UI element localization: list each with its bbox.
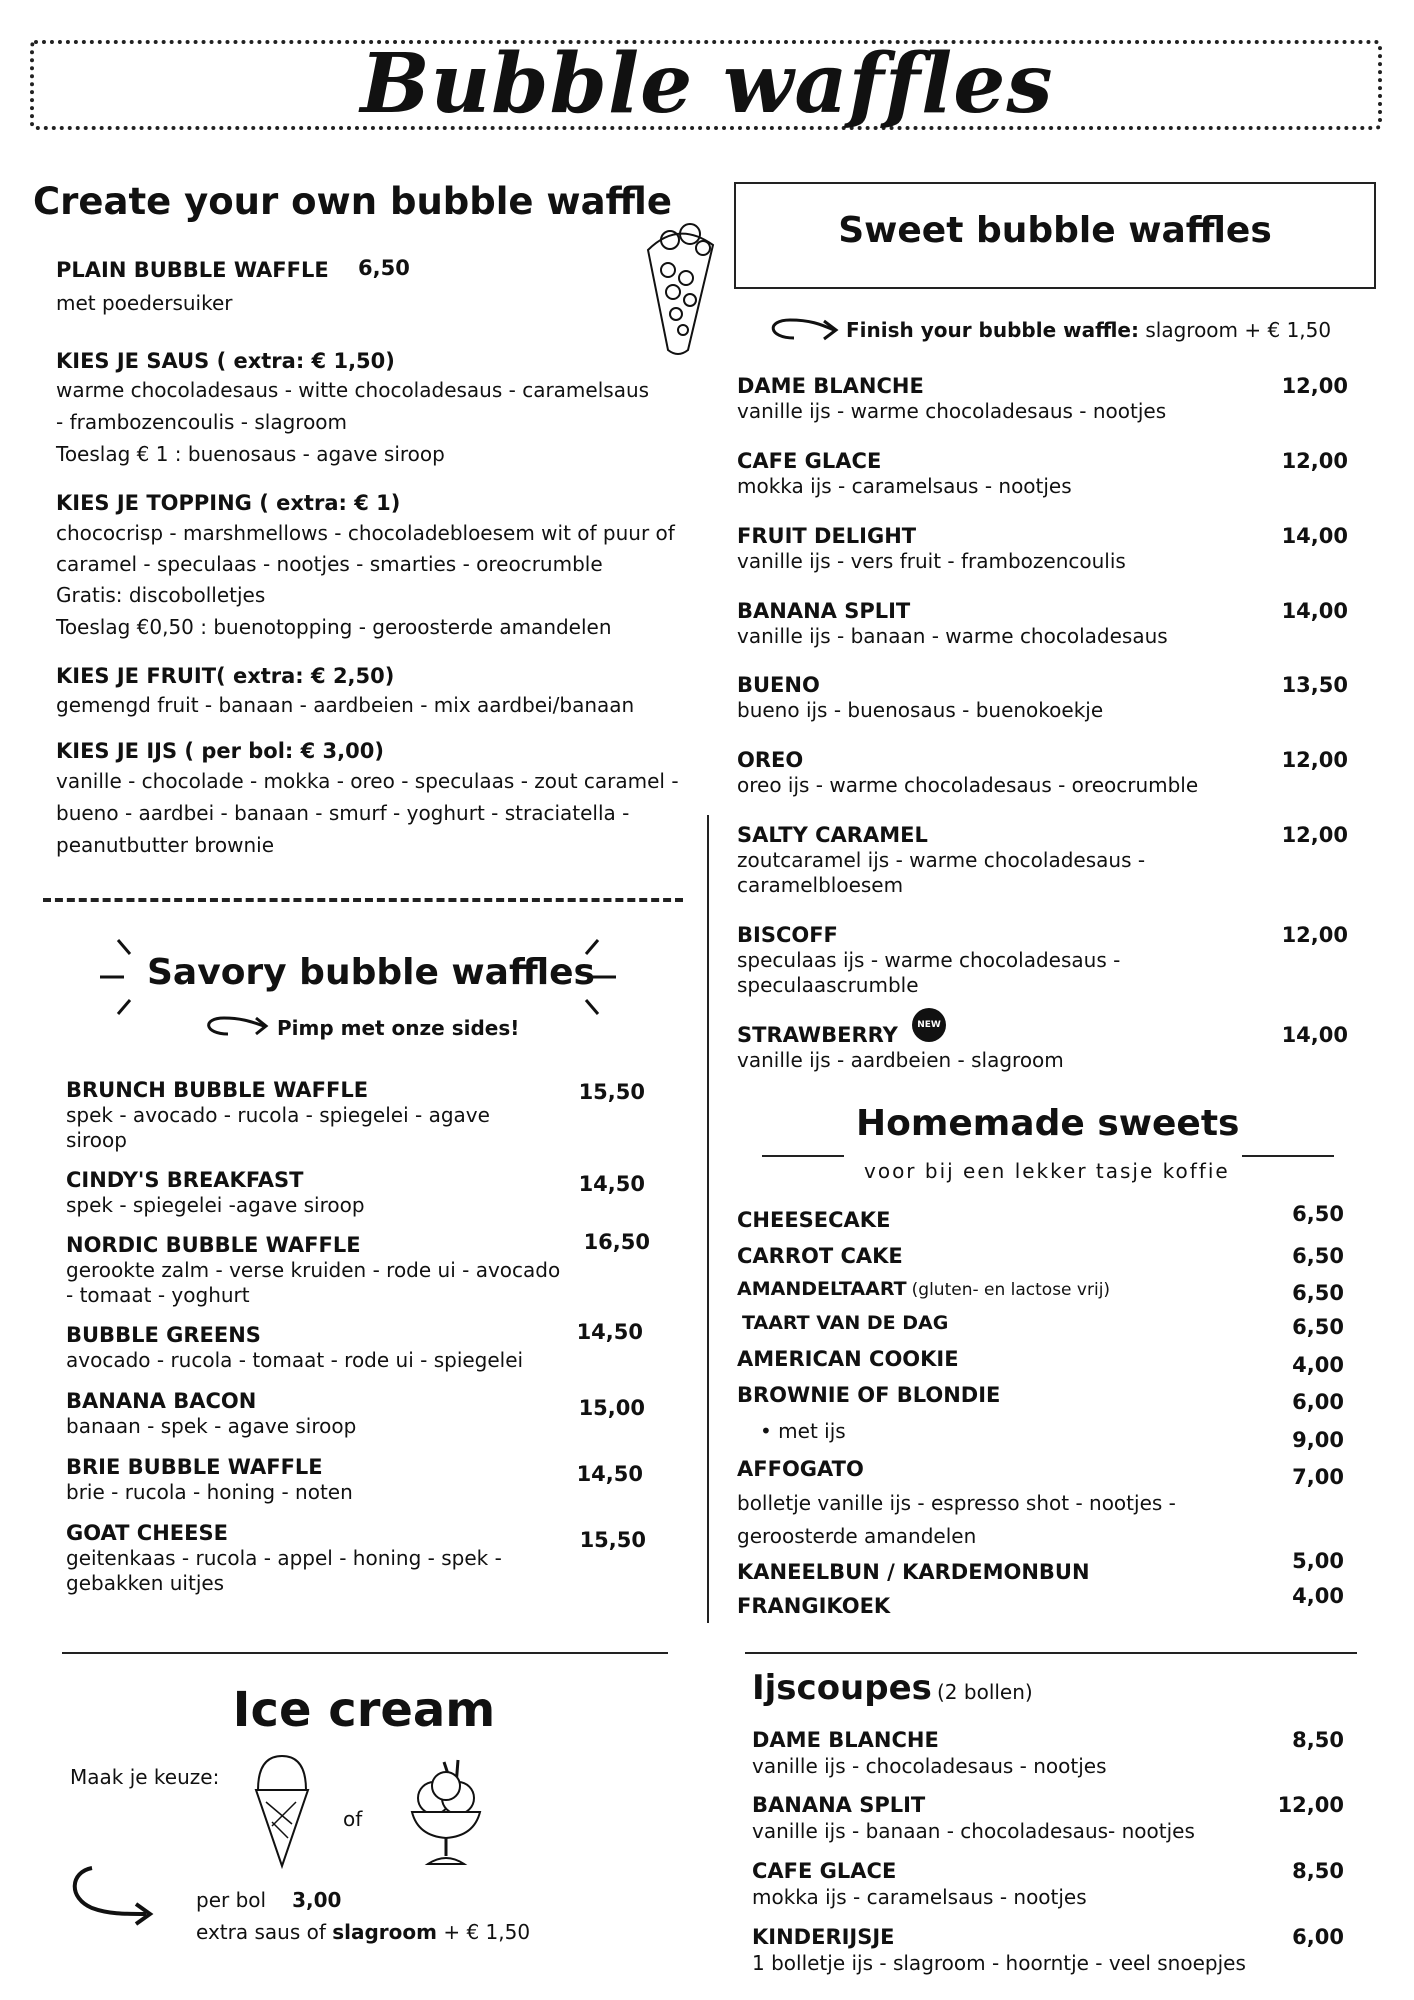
savory-heading: Savory bubble waffles — [147, 952, 595, 993]
saus-heading: KIES JE SAUS ( extra: € 1,50) — [56, 349, 395, 373]
topping-line-1: chococrisp - marshmellows - chocoladebloesem wit of puur of — [56, 521, 675, 545]
sweet-item-name: DAME BLANCHE — [737, 374, 924, 398]
savory-item-price: 15,50 — [579, 1528, 646, 1552]
sweet-item-name: STRAWBERRY — [737, 1023, 898, 1047]
homemade-item-price: 4,00 — [1292, 1584, 1344, 1608]
sweet-item-desc: vanille ijs - aardbeien - slagroom — [737, 1048, 1064, 1072]
savory-item-desc: geitenkaas - rucola - appel - honing - spek - — [66, 1546, 502, 1570]
sweet-item-price: 14,00 — [1281, 524, 1348, 548]
sweet-item-desc: speculaas ijs - warme chocoladesaus - — [737, 948, 1121, 972]
sweet-item-desc: mokka ijs - caramelsaus - nootjes — [737, 474, 1072, 498]
savory-item-desc: avocado - rucola - tomaat - rode ui - spiegelei — [66, 1348, 524, 1372]
sweet-item-desc-2: caramelbloesem — [737, 873, 904, 897]
homemade-item-price: 6,00 — [1292, 1390, 1344, 1414]
sweet-item-price: 14,00 — [1281, 599, 1348, 623]
topping-line-4: Toeslag €0,50 : buenotopping - geroosterde amandelen — [56, 615, 612, 639]
sweet-item-price: 14,00 — [1281, 1023, 1348, 1047]
sweet-heading: Sweet bubble waffles — [838, 210, 1272, 251]
icecream-extra: extra saus of slagroom + € 1,50 — [196, 1920, 531, 1944]
plain-waffle-desc: met poedersuiker — [56, 291, 233, 315]
savory-item-price: 14,50 — [576, 1320, 643, 1344]
savory-item-price: 14,50 — [576, 1462, 643, 1486]
sweet-item-name: SALTY CARAMEL — [737, 823, 928, 847]
sweet-item-name: OREO — [737, 748, 804, 772]
savory-item-desc: brie - rucola - honing - noten — [66, 1480, 353, 1504]
ijs-line-3: peanutbutter brownie — [56, 833, 274, 857]
homemade-item-name: FRANGIKOEK — [737, 1594, 891, 1618]
savory-item-desc: spek - avocado - rucola - spiegelei - agave — [66, 1103, 490, 1127]
sweet-item-price: 12,00 — [1281, 374, 1348, 398]
sparkle-left-icon — [98, 936, 138, 1018]
savory-item-name: BRUNCH BUBBLE WAFFLE — [66, 1078, 369, 1102]
sweet-item-price: 12,00 — [1281, 748, 1348, 772]
savory-item-desc-2: gebakken uitjes — [66, 1571, 225, 1595]
curved-arrow-big-icon — [62, 1858, 158, 1928]
homemade-subtitle: voor bij een lekker tasje koffie — [864, 1159, 1230, 1183]
create-heading: Create your own bubble waffle — [33, 180, 672, 223]
homemade-item-price: 5,00 — [1292, 1549, 1344, 1573]
coupe-item-price: 6,00 — [1292, 1925, 1344, 1949]
topping-heading: KIES JE TOPPING ( extra: € 1) — [56, 491, 401, 515]
coupe-item-price: 12,00 — [1277, 1793, 1344, 1817]
homemade-item-name: CHEESECAKE — [737, 1208, 891, 1232]
ice-cream-cup-icon — [404, 1752, 488, 1870]
homemade-rule-right — [1242, 1155, 1334, 1157]
homemade-item-price: 7,00 — [1292, 1465, 1344, 1489]
coupe-item-desc: 1 bolletje ijs - slagroom - hoorntje - veel snoepjes — [752, 1951, 1246, 1975]
homemade-item-name: CARROT CAKE — [737, 1244, 903, 1268]
curved-arrow-icon — [762, 310, 840, 344]
savory-item-name: BRIE BUBBLE WAFFLE — [66, 1455, 323, 1479]
sweet-item-price: 12,00 — [1281, 823, 1348, 847]
sweet-item-desc: zoutcaramel ijs - warme chocoladesaus - — [737, 848, 1146, 872]
topping-line-2: caramel - speculaas - nootjes - smarties - oreocrumble — [56, 552, 603, 576]
sweet-item-desc: bueno ijs - buenosaus - buenokoekje — [737, 698, 1104, 722]
homemade-item-name: TAART VAN DE DAG — [742, 1312, 949, 1334]
savory-item-name: BUBBLE GREENS — [66, 1323, 261, 1347]
homemade-item-price: 6,50 — [1292, 1315, 1344, 1339]
savory-pimp-note: Pimp met onze sides! — [277, 1016, 520, 1040]
coupe-item-desc: vanille ijs - chocoladesaus - nootjes — [752, 1754, 1107, 1778]
savory-item-name: NORDIC BUBBLE WAFFLE — [66, 1233, 361, 1257]
coupes-rule — [745, 1652, 1357, 1654]
sweet-item-desc: vanille ijs - warme chocoladesaus - nootjes — [737, 399, 1167, 423]
sweet-item-name: FRUIT DELIGHT — [737, 524, 917, 548]
homemade-item-price: 9,00 — [1292, 1428, 1344, 1452]
affogato-desc: bolletje vanille ijs - espresso shot - nootjes - — [737, 1491, 1176, 1515]
homemade-rule-left — [762, 1155, 844, 1157]
coupe-item-desc: mokka ijs - caramelsaus - nootjes — [752, 1885, 1087, 1909]
homemade-item-name: AFFOGATO — [737, 1457, 864, 1481]
savory-item-desc: spek - spiegelei -agave siroop — [66, 1193, 365, 1217]
ijs-line-2: bueno - aardbei - banaan - smurf - yoghurt - straciatella - — [56, 801, 630, 825]
icecream-keuze: Maak je keuze: — [70, 1765, 220, 1789]
savory-item-name: BANANA BACON — [66, 1389, 257, 1413]
coupe-item-name: DAME BLANCHE — [752, 1728, 939, 1752]
homemade-item-price: 6,50 — [1292, 1244, 1344, 1268]
savory-item-desc: gerookte zalm - verse kruiden - rode ui - avocado — [66, 1258, 561, 1282]
savory-item-desc-2: - tomaat - yoghurt — [66, 1283, 250, 1307]
saus-line-3: Toeslag € 1 : buenosaus - agave siroop — [56, 442, 445, 466]
topping-line-3: Gratis: discobolletjes — [56, 583, 266, 607]
ijs-heading: KIES JE IJS ( per bol: € 3,00) — [56, 739, 384, 763]
sweet-item-desc: vanille ijs - banaan - warme chocoladesaus — [737, 624, 1168, 648]
savory-item-desc-2: siroop — [66, 1128, 127, 1152]
sweet-item-desc-2: speculaascrumble — [737, 973, 919, 997]
sweet-item-name: BUENO — [737, 673, 820, 697]
section-divider-dashed — [43, 898, 683, 902]
coupe-item-name: KINDERIJSJE — [752, 1925, 895, 1949]
icecream-heading: Ice cream — [232, 1682, 496, 1738]
savory-item-price: 14,50 — [578, 1172, 645, 1196]
fruit-line-1: gemengd fruit - banaan - aardbeien - mix aardbei/banaan — [56, 693, 635, 717]
bubble-waffle-illustration-icon — [628, 210, 728, 360]
savory-item-price: 15,00 — [578, 1396, 645, 1420]
homemade-item-name: AMERICAN COOKIE — [737, 1347, 959, 1371]
affogato-desc-2: geroosterde amandelen — [737, 1524, 977, 1548]
sweet-item-desc: vanille ijs - vers fruit - frambozencoulis — [737, 549, 1126, 573]
savory-item-price: 15,50 — [578, 1080, 645, 1104]
homemade-item-name: KANEELBUN / KARDEMONBUN — [737, 1560, 1090, 1584]
per-bol: per bol 3,00 — [196, 1888, 342, 1912]
coupe-item-name: BANANA SPLIT — [752, 1793, 926, 1817]
sweet-item-name: CAFE GLACE — [737, 449, 882, 473]
fruit-heading: KIES JE FRUIT( extra: € 2,50) — [56, 664, 395, 688]
sweet-item-price: 13,50 — [1281, 673, 1348, 697]
icecream-rule — [62, 1652, 668, 1654]
plain-waffle-price: 6,50 — [358, 256, 410, 280]
coupe-item-name: CAFE GLACE — [752, 1859, 897, 1883]
homemade-heading: Homemade sweets — [856, 1103, 1240, 1144]
sweet-item-price: 12,00 — [1281, 449, 1348, 473]
homemade-item-price: 4,00 — [1292, 1353, 1344, 1377]
new-badge: NEW — [912, 1008, 946, 1042]
curved-arrow-icon — [198, 1010, 270, 1040]
homemade-item-amandeltaart: AMANDELTAART (gluten- en lactose vrij) — [737, 1278, 1111, 1300]
savory-item-price: 16,50 — [583, 1230, 650, 1254]
coupe-item-desc: vanille ijs - banaan - chocoladesaus- nootjes — [752, 1819, 1195, 1843]
sweet-item-desc: oreo ijs - warme chocoladesaus - oreocrumble — [737, 773, 1199, 797]
homemade-item-price: 6,50 — [1292, 1202, 1344, 1226]
sweet-item-name: BISCOFF — [737, 923, 838, 947]
savory-item-name: CINDY'S BREAKFAST — [66, 1168, 304, 1192]
icecream-of: of — [343, 1807, 363, 1831]
coupes-heading: Ijscoupes (2 bollen) — [752, 1668, 1033, 1708]
savory-item-name: GOAT CHEESE — [66, 1521, 228, 1545]
column-divider — [707, 815, 709, 1623]
saus-line-1: warme chocoladesaus - witte chocoladesaus - caramelsaus — [56, 378, 650, 402]
homemade-item-price: 6,50 — [1292, 1281, 1344, 1305]
saus-line-2: - frambozencoulis - slagroom — [56, 410, 348, 434]
homemade-item-name: BROWNIE OF BLONDIE — [737, 1383, 1001, 1407]
ice-cream-cone-icon — [252, 1752, 312, 1870]
homemade-met-ijs: • met ijs — [760, 1419, 846, 1443]
plain-waffle-name: PLAIN BUBBLE WAFFLE — [56, 258, 329, 282]
sparkle-right-icon — [578, 936, 618, 1018]
sweet-item-name: BANANA SPLIT — [737, 599, 911, 623]
page-title: Bubble waffles — [360, 36, 1054, 132]
finish-note: Finish your bubble waffle: slagroom + € 1,50 — [846, 318, 1332, 342]
coupe-item-price: 8,50 — [1292, 1728, 1344, 1752]
savory-item-desc: banaan - spek - agave siroop — [66, 1414, 357, 1438]
sweet-item-price: 12,00 — [1281, 923, 1348, 947]
ijs-line-1: vanille - chocolade - mokka - oreo - speculaas - zout caramel - — [56, 769, 679, 793]
coupe-item-price: 8,50 — [1292, 1859, 1344, 1883]
